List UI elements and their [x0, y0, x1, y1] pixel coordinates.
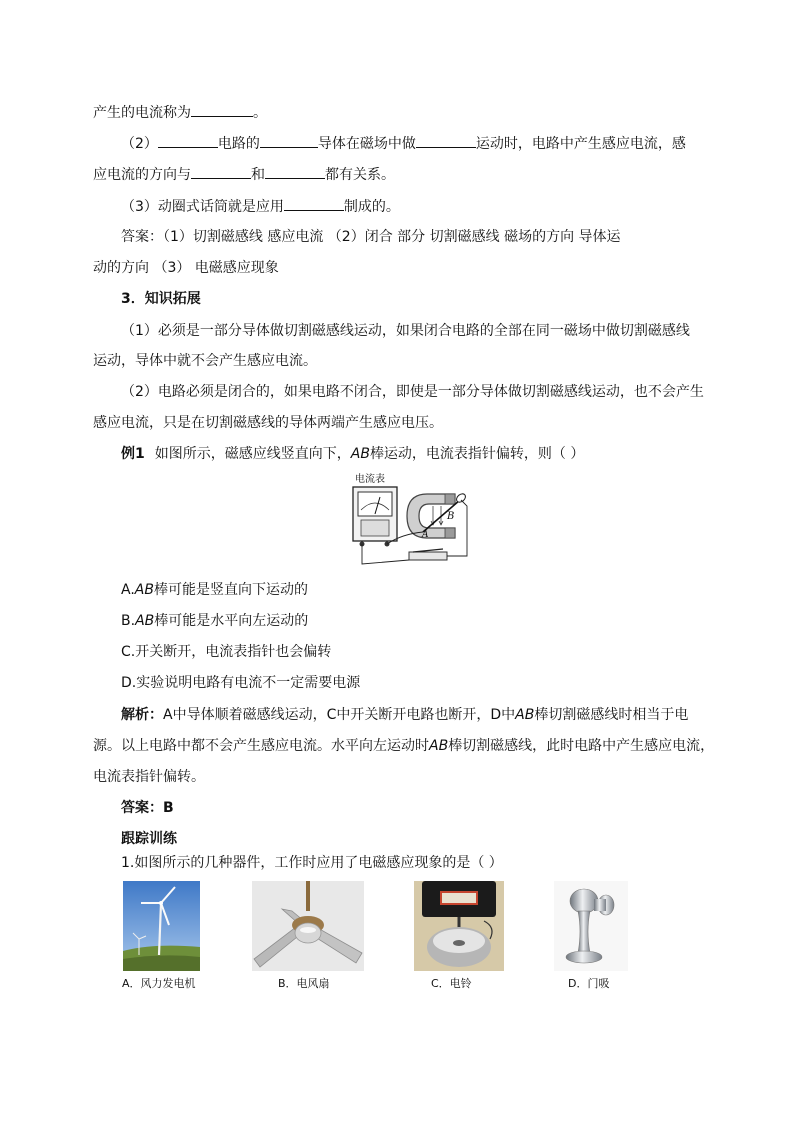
label-a: A — [422, 530, 429, 540]
blank — [265, 164, 325, 179]
answer-line1: 答案：（1）切割磁感线 感应电流 （2）闭合 部分 切割磁感线 磁场的方向 导体运 — [121, 229, 621, 245]
answer-line2: 动的方向 （3） 电磁感应现象 — [93, 260, 279, 276]
q2-line1: （2） 电路的 导体在磁场中做 运动时，电路中产生感应电流，感 — [121, 133, 686, 154]
ext-p1-line1: （1）必须是一部分导体做切割磁感线运动，如果闭合电路的全部在同一磁场中做切割磁感线 — [121, 323, 690, 339]
q3-line: （3）动圈式话筒就是应用 制成的。 — [121, 196, 400, 217]
meter-label: 电流表 — [355, 474, 385, 485]
ext-p2-line1: （2）电路必须是闭合的，如果电路不闭合，即使是一部分导体做切割磁感线运动，也不会产生 — [121, 384, 704, 400]
switch — [409, 552, 447, 560]
blank — [416, 133, 476, 148]
practice-title: 跟踪训练 — [121, 831, 177, 847]
option-a: A.AB棒可能是竖直向下运动的 — [121, 582, 308, 598]
option-c: C.开关断开，电流表指针也会偏转 — [121, 644, 332, 660]
analysis-label: 解析： — [121, 707, 163, 723]
blank — [158, 133, 218, 148]
section-title: 3．知识拓展 — [121, 291, 201, 307]
wire — [362, 544, 409, 564]
wind-turbine-image — [123, 881, 200, 971]
ext-p1-line2: 运动，导体中就不会产生感应电流。 — [93, 353, 317, 369]
blank — [191, 164, 251, 179]
circuit-figure — [347, 470, 477, 572]
ext-p2-line2: 感应电流，只是在切割磁感线的导体两端产生感应电压。 — [93, 415, 443, 431]
caption-a: A．风力发电机 — [122, 977, 196, 990]
blank — [191, 102, 253, 117]
option-b: B.AB棒可能是水平向左运动的 — [121, 613, 309, 629]
electric-bell-image — [414, 881, 504, 971]
option-d: D.实验说明电路有电流不一定需要电源 — [121, 675, 361, 691]
ceiling-fan-image — [252, 881, 364, 971]
example-stem: 例1 如图所示，磁感应线竖直向下，AB棒运动，电流表指针偏转，则（ ） — [121, 446, 585, 462]
q1-tail: 产生的电流称为 。 — [93, 102, 267, 123]
label-b: B — [447, 511, 455, 522]
example-label: 例1 — [121, 446, 145, 462]
door-stop-image — [554, 881, 628, 971]
blank — [284, 196, 344, 211]
question-1: 1.如图所示的几种器件，工作时应用了电磁感应现象的是（ ） — [121, 855, 503, 871]
analysis-line2: 源。以上电路中都不会产生感应电流。水平向左运动时AB棒切割磁感线，此时电路中产生感应电流， — [93, 738, 715, 754]
blank — [260, 133, 318, 148]
caption-c: C．电铃 — [431, 977, 472, 990]
answer: 答案：B — [121, 800, 174, 816]
caption-d: D．门吸 — [568, 977, 610, 990]
ab-rod — [423, 500, 460, 532]
analysis-line3: 电流表指针偏转。 — [93, 769, 205, 785]
analysis-line1: 解析：A中导体顺着磁感线运动，C中开关断开电路也断开，D中AB棒切割磁感线时相当于电 — [121, 707, 689, 723]
q2-line2: 应电流的方向与 和 都有关系。 — [93, 164, 395, 185]
caption-b: B．电风扇 — [278, 977, 330, 990]
